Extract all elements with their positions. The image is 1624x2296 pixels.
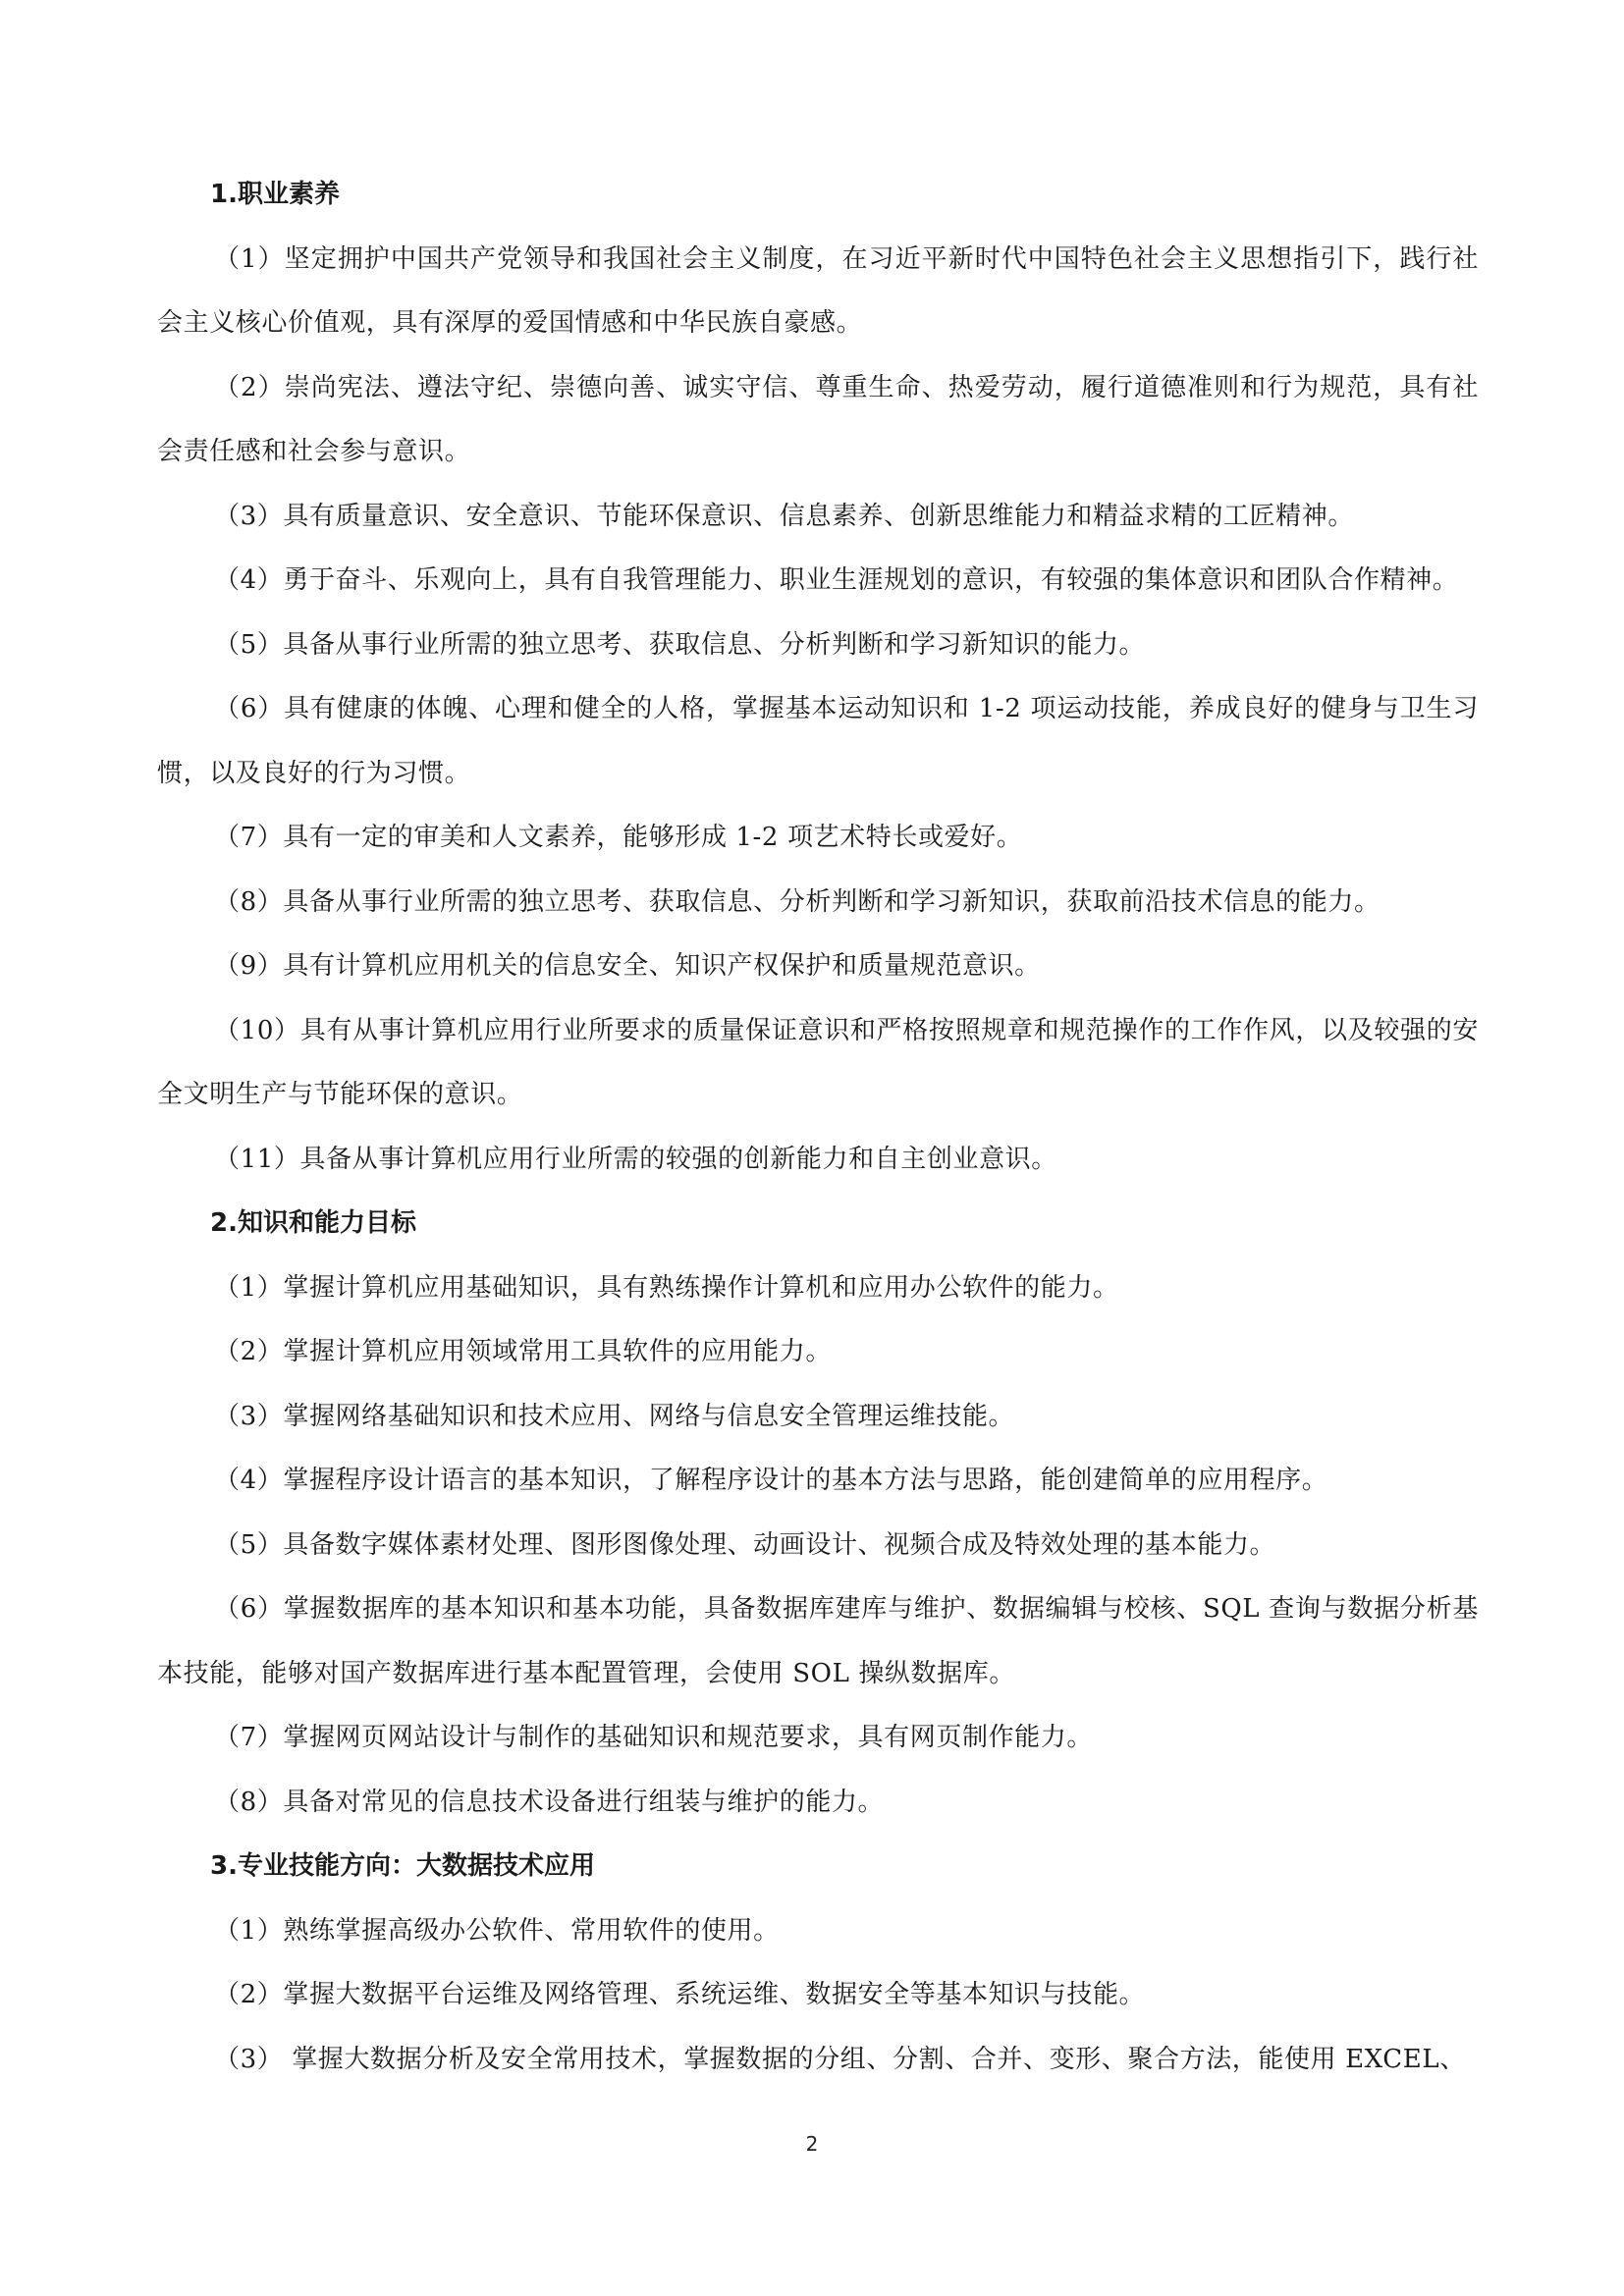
list-item: （1）坚定拥护中国共产党领导和我国社会主义制度，在习近平新时代中国特色社会主义思想指引下，践行社会主义核心价值观，具有深厚的爱国情感和中华民族自豪感。 <box>157 243 1479 338</box>
list-item: （2）掌握大数据平台运维及网络管理、系统运维、数据安全等基本知识与技能。 <box>214 1980 1146 2009</box>
list-item: （8）具备从事行业所需的独立思考、获取信息、分析判断和学习新知识，获取前沿技术信息的能力。 <box>214 886 1380 917</box>
list-item: （4）勇于奋斗、乐观向上，具有自我管理能力、职业生涯规划的意识，有较强的集体意识和团队合作精神。 <box>214 565 1459 595</box>
page-content <box>157 163 1479 2092</box>
list-item: （7）掌握网页网站设计与制作的基础知识和规范要求，具有网页制作能力。 <box>214 1723 1093 1752</box>
list-item: （5）具备数字媒体素材处理、图形图像处理、动画设计、视频合成及特效处理的基本能力。 <box>214 1529 1276 1560</box>
list-item: （8）具备对常见的信息技术设备进行组装与维护的能力。 <box>214 1787 885 1817</box>
list-item: （7）具有一定的审美和人文素养，能够形成 1-2 项艺术特长或爱好。 <box>214 823 1023 852</box>
list-item: （1）掌握计算机应用基础知识，具有熟练操作计算机和应用办公软件的能力。 <box>214 1272 1119 1303</box>
list-item: （6）掌握数据库的基本知识和基本功能，具备数据库建库与维护、数据编辑与校核、SQL 查询与数据分析基本技能，能够对国产数据库进行基本配置管理，会使用 SOL 操纵数据库。 <box>157 1594 1479 1688</box>
list-item: （11）具备从事计算机应用行业所需的较强的创新能力和自主创业意识。 <box>214 1144 1057 1174</box>
list-item: （10）具有从事计算机应用行业所要求的质量保证意识和严格按照规章和规范操作的工作作风，以及较强的安全文明生产与节能环保的意识。 <box>157 1015 1479 1109</box>
list-item: （6）具有健康的体魄、心理和健全的人格，掌握基本运动知识和 1-2 项运动技能，养成良好的健身与卫生习惯，以及良好的行为习惯。 <box>157 694 1479 788</box>
list-item: （5）具备从事行业所需的独立思考、获取信息、分析判断和学习新知识的能力。 <box>214 629 1146 660</box>
section-heading-professional-quality: 1.职业素养 <box>210 180 340 209</box>
section-heading-skill-direction: 3.专业技能方向：大数据技术应用 <box>210 1851 595 1881</box>
list-item: （3） 掌握大数据分析及安全常用技术，掌握数据的分组、分割、合并、变形、聚合方法，能使用 EXCEL、 <box>214 2044 1466 2074</box>
list-item: （3）具有质量意识、安全意识、节能环保意识、信息素养、创新思维能力和精益求精的工匠精神。 <box>214 501 1354 531</box>
list-item: （9）具有计算机应用机关的信息安全、知识产权保护和质量规范意识。 <box>214 951 1041 981</box>
page-number: 2 <box>805 2132 819 2156</box>
list-item: （2）掌握计算机应用领域常用工具软件的应用能力。 <box>214 1337 832 1366</box>
list-item: （4）掌握程序设计语言的基本知识，了解程序设计的基本方法与思路，能创建简单的应用程序。 <box>214 1466 1328 1495</box>
list-item: （2）崇尚宪法、遵法守纪、崇德向善、诚实守信、尊重生命、热爱劳动，履行道德准则和行为规范，具有社会责任感和社会参与意识。 <box>157 372 1479 466</box>
list-item: （1）熟练掌握高级办公软件、常用软件的使用。 <box>214 1915 780 1946</box>
list-item: （3）掌握网络基础知识和技术应用、网络与信息安全管理运维技能。 <box>214 1401 1015 1431</box>
section-heading-knowledge-ability: 2.知识和能力目标 <box>210 1208 416 1238</box>
